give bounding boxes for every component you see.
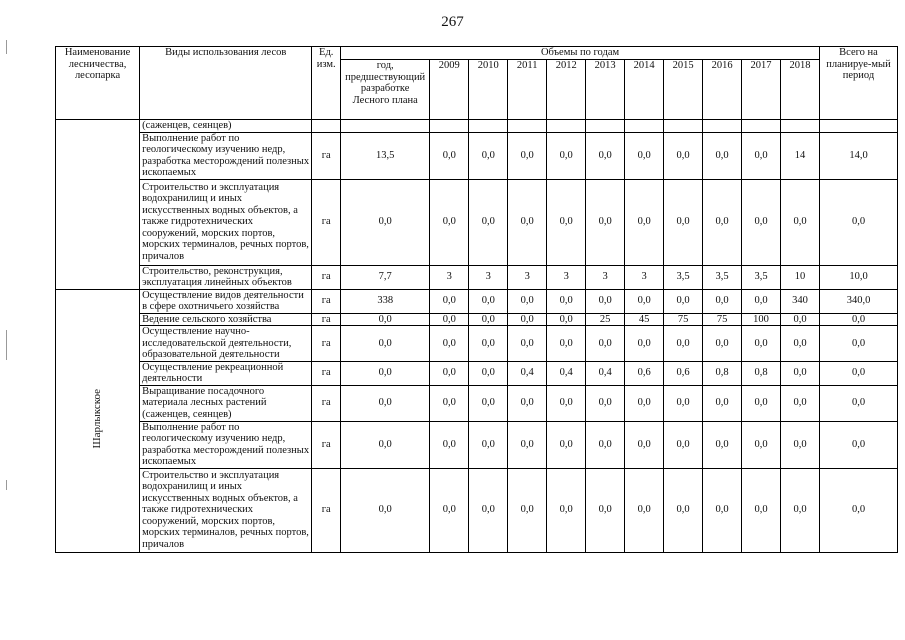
prev-year-cell: 0,0 — [341, 421, 430, 468]
year-value-cell: 0,0 — [781, 326, 820, 362]
unit-cell: га — [312, 289, 341, 313]
year-value-cell: 10 — [781, 265, 820, 289]
total-cell: 0,0 — [820, 361, 898, 385]
year-value-cell: 0,8 — [742, 361, 781, 385]
prev-year-cell: 0,0 — [341, 385, 430, 421]
year-value-cell — [508, 120, 547, 133]
year-value-cell: 0,8 — [703, 361, 742, 385]
year-value-cell: 0,0 — [703, 468, 742, 552]
unit-cell — [312, 120, 341, 133]
year-value-cell: 0,0 — [469, 326, 508, 362]
year-value-cell: 0,0 — [625, 289, 664, 313]
table-row — [56, 385, 898, 421]
year-value-cell: 0,0 — [625, 421, 664, 468]
year-value-cell: 0,0 — [586, 289, 625, 313]
year-value-cell: 3 — [469, 265, 508, 289]
year-value-cell: 0,0 — [508, 385, 547, 421]
use-type-cell: Строительство и эксплуатация водохранилищ и иных искусственных водных объектов, а также гидротехнических сооружений, морских портов, морских терминалов, речных портов, причалов — [140, 179, 312, 265]
header-prev-year: год, предшествующий разработке Лесного плана — [341, 60, 430, 120]
use-type-cell: Выполнение работ по геологическому изучению недр, разработка месторождений полезных ископаемых — [140, 132, 312, 179]
header-year: 2011 — [508, 60, 547, 120]
year-value-cell: 0,0 — [664, 468, 703, 552]
forest-use-table — [55, 46, 898, 553]
total-cell: 0,0 — [820, 385, 898, 421]
year-value-cell: 0,0 — [703, 179, 742, 265]
year-value-cell — [430, 120, 469, 133]
year-value-cell: 0,0 — [781, 421, 820, 468]
year-value-cell: 0,0 — [430, 361, 469, 385]
year-value-cell — [547, 120, 586, 133]
year-value-cell: 0,4 — [508, 361, 547, 385]
header-year: 2009 — [430, 60, 469, 120]
year-value-cell: 0,0 — [469, 468, 508, 552]
year-value-cell: 0,0 — [469, 132, 508, 179]
table-row — [56, 179, 898, 265]
total-cell — [820, 120, 898, 133]
header-year: 2017 — [742, 60, 781, 120]
header-forestry-name: Наименование лесничества, лесопарка — [56, 47, 140, 120]
header-year: 2010 — [469, 60, 508, 120]
year-value-cell: 0,0 — [508, 326, 547, 362]
year-value-cell: 0,0 — [664, 421, 703, 468]
prev-year-cell: 7,7 — [341, 265, 430, 289]
table-row — [56, 421, 898, 468]
unit-cell: га — [312, 468, 341, 552]
unit-cell: га — [312, 326, 341, 362]
page-number: 267 — [441, 14, 464, 30]
year-value-cell: 0,0 — [430, 326, 469, 362]
year-value-cell: 0,0 — [742, 179, 781, 265]
header-year: 2012 — [547, 60, 586, 120]
year-value-cell: 0,0 — [742, 132, 781, 179]
year-value-cell: 3 — [508, 265, 547, 289]
year-value-cell: 0,0 — [742, 326, 781, 362]
use-type-cell: Осуществление рекреационной деятельности — [140, 361, 312, 385]
table-row — [56, 326, 898, 362]
total-cell: 10,0 — [820, 265, 898, 289]
year-value-cell: 0,0 — [625, 132, 664, 179]
year-value-cell: 3 — [625, 265, 664, 289]
year-value-cell: 0,0 — [430, 313, 469, 326]
total-cell: 0,0 — [820, 326, 898, 362]
year-value-cell — [625, 120, 664, 133]
table-row — [56, 468, 898, 552]
year-value-cell: 0,0 — [625, 385, 664, 421]
year-value-cell: 0,0 — [625, 326, 664, 362]
year-value-cell: 3,5 — [703, 265, 742, 289]
total-cell: 0,0 — [820, 421, 898, 468]
year-value-cell — [586, 120, 625, 133]
year-value-cell: 0,0 — [742, 421, 781, 468]
year-value-cell: 0,0 — [625, 179, 664, 265]
year-value-cell — [781, 120, 820, 133]
year-value-cell: 340 — [781, 289, 820, 313]
year-value-cell: 0,0 — [742, 385, 781, 421]
header-unit: Ед. изм. — [312, 47, 341, 120]
year-value-cell: 0,0 — [430, 468, 469, 552]
table-row — [56, 361, 898, 385]
year-value-cell: 0,0 — [547, 289, 586, 313]
margin-mark — [6, 330, 7, 360]
forestry-cell — [56, 289, 140, 552]
year-value-cell: 0,0 — [586, 179, 625, 265]
year-value-cell: 0,0 — [586, 132, 625, 179]
table-row — [56, 313, 898, 326]
prev-year-cell — [341, 120, 430, 133]
year-value-cell: 75 — [703, 313, 742, 326]
use-type-cell: Ведение сельского хозяйства — [140, 313, 312, 326]
year-value-cell: 3 — [586, 265, 625, 289]
year-value-cell — [703, 120, 742, 133]
prev-year-cell: 0,0 — [341, 326, 430, 362]
unit-cell: га — [312, 179, 341, 265]
year-value-cell: 45 — [625, 313, 664, 326]
use-type-cell: Осуществление научно-исследовательской деятельности, образовательной деятельности — [140, 326, 312, 362]
year-value-cell: 0,0 — [703, 385, 742, 421]
table-row — [56, 120, 898, 133]
header-volumes: Объемы по годам — [341, 47, 820, 60]
unit-cell: га — [312, 421, 341, 468]
header-total: Всего на планируе-мый период — [820, 47, 898, 120]
year-value-cell: 3,5 — [664, 265, 703, 289]
year-value-cell: 0,4 — [586, 361, 625, 385]
total-cell: 0,0 — [820, 179, 898, 265]
year-value-cell: 0,0 — [547, 179, 586, 265]
unit-cell: га — [312, 385, 341, 421]
use-type-cell: Выращивание посадочного материала лесных растений (саженцев, сеянцев) — [140, 385, 312, 421]
year-value-cell: 0,6 — [664, 361, 703, 385]
header-use-type: Виды использования лесов — [140, 47, 312, 120]
year-value-cell: 0,0 — [508, 421, 547, 468]
year-value-cell: 25 — [586, 313, 625, 326]
unit-cell: га — [312, 132, 341, 179]
prev-year-cell: 0,0 — [341, 361, 430, 385]
year-value-cell: 0,0 — [547, 468, 586, 552]
header-year: 2018 — [781, 60, 820, 120]
margin-mark — [6, 480, 7, 490]
header-year: 2016 — [703, 60, 742, 120]
year-value-cell: 0,0 — [430, 421, 469, 468]
year-value-cell: 0,0 — [547, 326, 586, 362]
year-value-cell: 0,0 — [469, 313, 508, 326]
total-cell: 0,0 — [820, 468, 898, 552]
use-type-cell: Строительство и эксплуатация водохранилищ и иных искусственных водных объектов, а также гидротехнических сооружений, морских портов, морских терминалов, речных портов, причалов — [140, 468, 312, 552]
prev-year-cell: 0,0 — [341, 313, 430, 326]
year-value-cell: 0,0 — [703, 132, 742, 179]
year-value-cell: 0,0 — [508, 468, 547, 552]
year-value-cell: 0,0 — [703, 421, 742, 468]
year-value-cell: 0,0 — [547, 132, 586, 179]
year-value-cell: 0,0 — [703, 326, 742, 362]
year-value-cell: 0,0 — [547, 313, 586, 326]
prev-year-cell: 0,0 — [341, 179, 430, 265]
year-value-cell: 0,0 — [664, 289, 703, 313]
year-value-cell: 0,0 — [508, 313, 547, 326]
year-value-cell: 0,0 — [664, 326, 703, 362]
use-type-cell: (саженцев, сеянцев) — [140, 120, 312, 133]
prev-year-cell: 13,5 — [341, 132, 430, 179]
year-value-cell: 0,0 — [664, 385, 703, 421]
year-value-cell: 3,5 — [742, 265, 781, 289]
year-value-cell: 0,0 — [586, 421, 625, 468]
year-value-cell: 0,0 — [508, 179, 547, 265]
year-value-cell: 0,0 — [508, 132, 547, 179]
year-value-cell: 0,0 — [469, 385, 508, 421]
year-value-cell: 0,0 — [703, 289, 742, 313]
year-value-cell: 0,0 — [508, 289, 547, 313]
forestry-cell-empty — [56, 120, 140, 290]
year-value-cell — [664, 120, 703, 133]
year-value-cell: 0,4 — [547, 361, 586, 385]
unit-cell: га — [312, 361, 341, 385]
year-value-cell: 100 — [742, 313, 781, 326]
margin-mark — [6, 40, 7, 54]
unit-cell: га — [312, 265, 341, 289]
year-value-cell: 3 — [547, 265, 586, 289]
year-value-cell: 0,0 — [664, 132, 703, 179]
year-value-cell: 0,0 — [547, 421, 586, 468]
year-value-cell: 0,6 — [625, 361, 664, 385]
year-value-cell: 14 — [781, 132, 820, 179]
year-value-cell: 0,0 — [469, 361, 508, 385]
year-value-cell: 0,0 — [664, 179, 703, 265]
year-value-cell: 0,0 — [469, 289, 508, 313]
table-row — [56, 265, 898, 289]
total-cell: 340,0 — [820, 289, 898, 313]
forestry-name: Шарлыкское — [90, 389, 103, 449]
year-value-cell — [742, 120, 781, 133]
table-row — [56, 289, 898, 313]
use-type-cell: Осуществление видов деятельности в сфере охотничьего хозяйства — [140, 289, 312, 313]
year-value-cell: 0,0 — [781, 313, 820, 326]
year-value-cell: 0,0 — [430, 179, 469, 265]
year-value-cell: 3 — [430, 265, 469, 289]
header-year: 2014 — [625, 60, 664, 120]
year-value-cell: 0,0 — [781, 179, 820, 265]
year-value-cell — [469, 120, 508, 133]
year-value-cell: 0,0 — [586, 468, 625, 552]
year-value-cell: 0,0 — [547, 385, 586, 421]
table-row — [56, 132, 898, 179]
year-value-cell: 0,0 — [742, 289, 781, 313]
year-value-cell: 0,0 — [625, 468, 664, 552]
unit-cell: га — [312, 313, 341, 326]
year-value-cell: 75 — [664, 313, 703, 326]
header-year: 2013 — [586, 60, 625, 120]
year-value-cell: 0,0 — [430, 132, 469, 179]
total-cell: 0,0 — [820, 313, 898, 326]
prev-year-cell: 0,0 — [341, 468, 430, 552]
use-type-cell: Строительство, реконструкция, эксплуатация линейных объектов — [140, 265, 312, 289]
header-year: 2015 — [664, 60, 703, 120]
year-value-cell: 0,0 — [781, 468, 820, 552]
prev-year-cell: 338 — [341, 289, 430, 313]
year-value-cell: 0,0 — [469, 421, 508, 468]
year-value-cell: 0,0 — [742, 468, 781, 552]
year-value-cell: 0,0 — [469, 179, 508, 265]
year-value-cell: 0,0 — [781, 385, 820, 421]
year-value-cell: 0,0 — [781, 361, 820, 385]
use-type-cell: Выполнение работ по геологическому изучению недр, разработка месторождений полезных ископаемых — [140, 421, 312, 468]
year-value-cell: 0,0 — [586, 326, 625, 362]
year-value-cell: 0,0 — [430, 289, 469, 313]
total-cell: 14,0 — [820, 132, 898, 179]
year-value-cell: 0,0 — [586, 385, 625, 421]
year-value-cell: 0,0 — [430, 385, 469, 421]
